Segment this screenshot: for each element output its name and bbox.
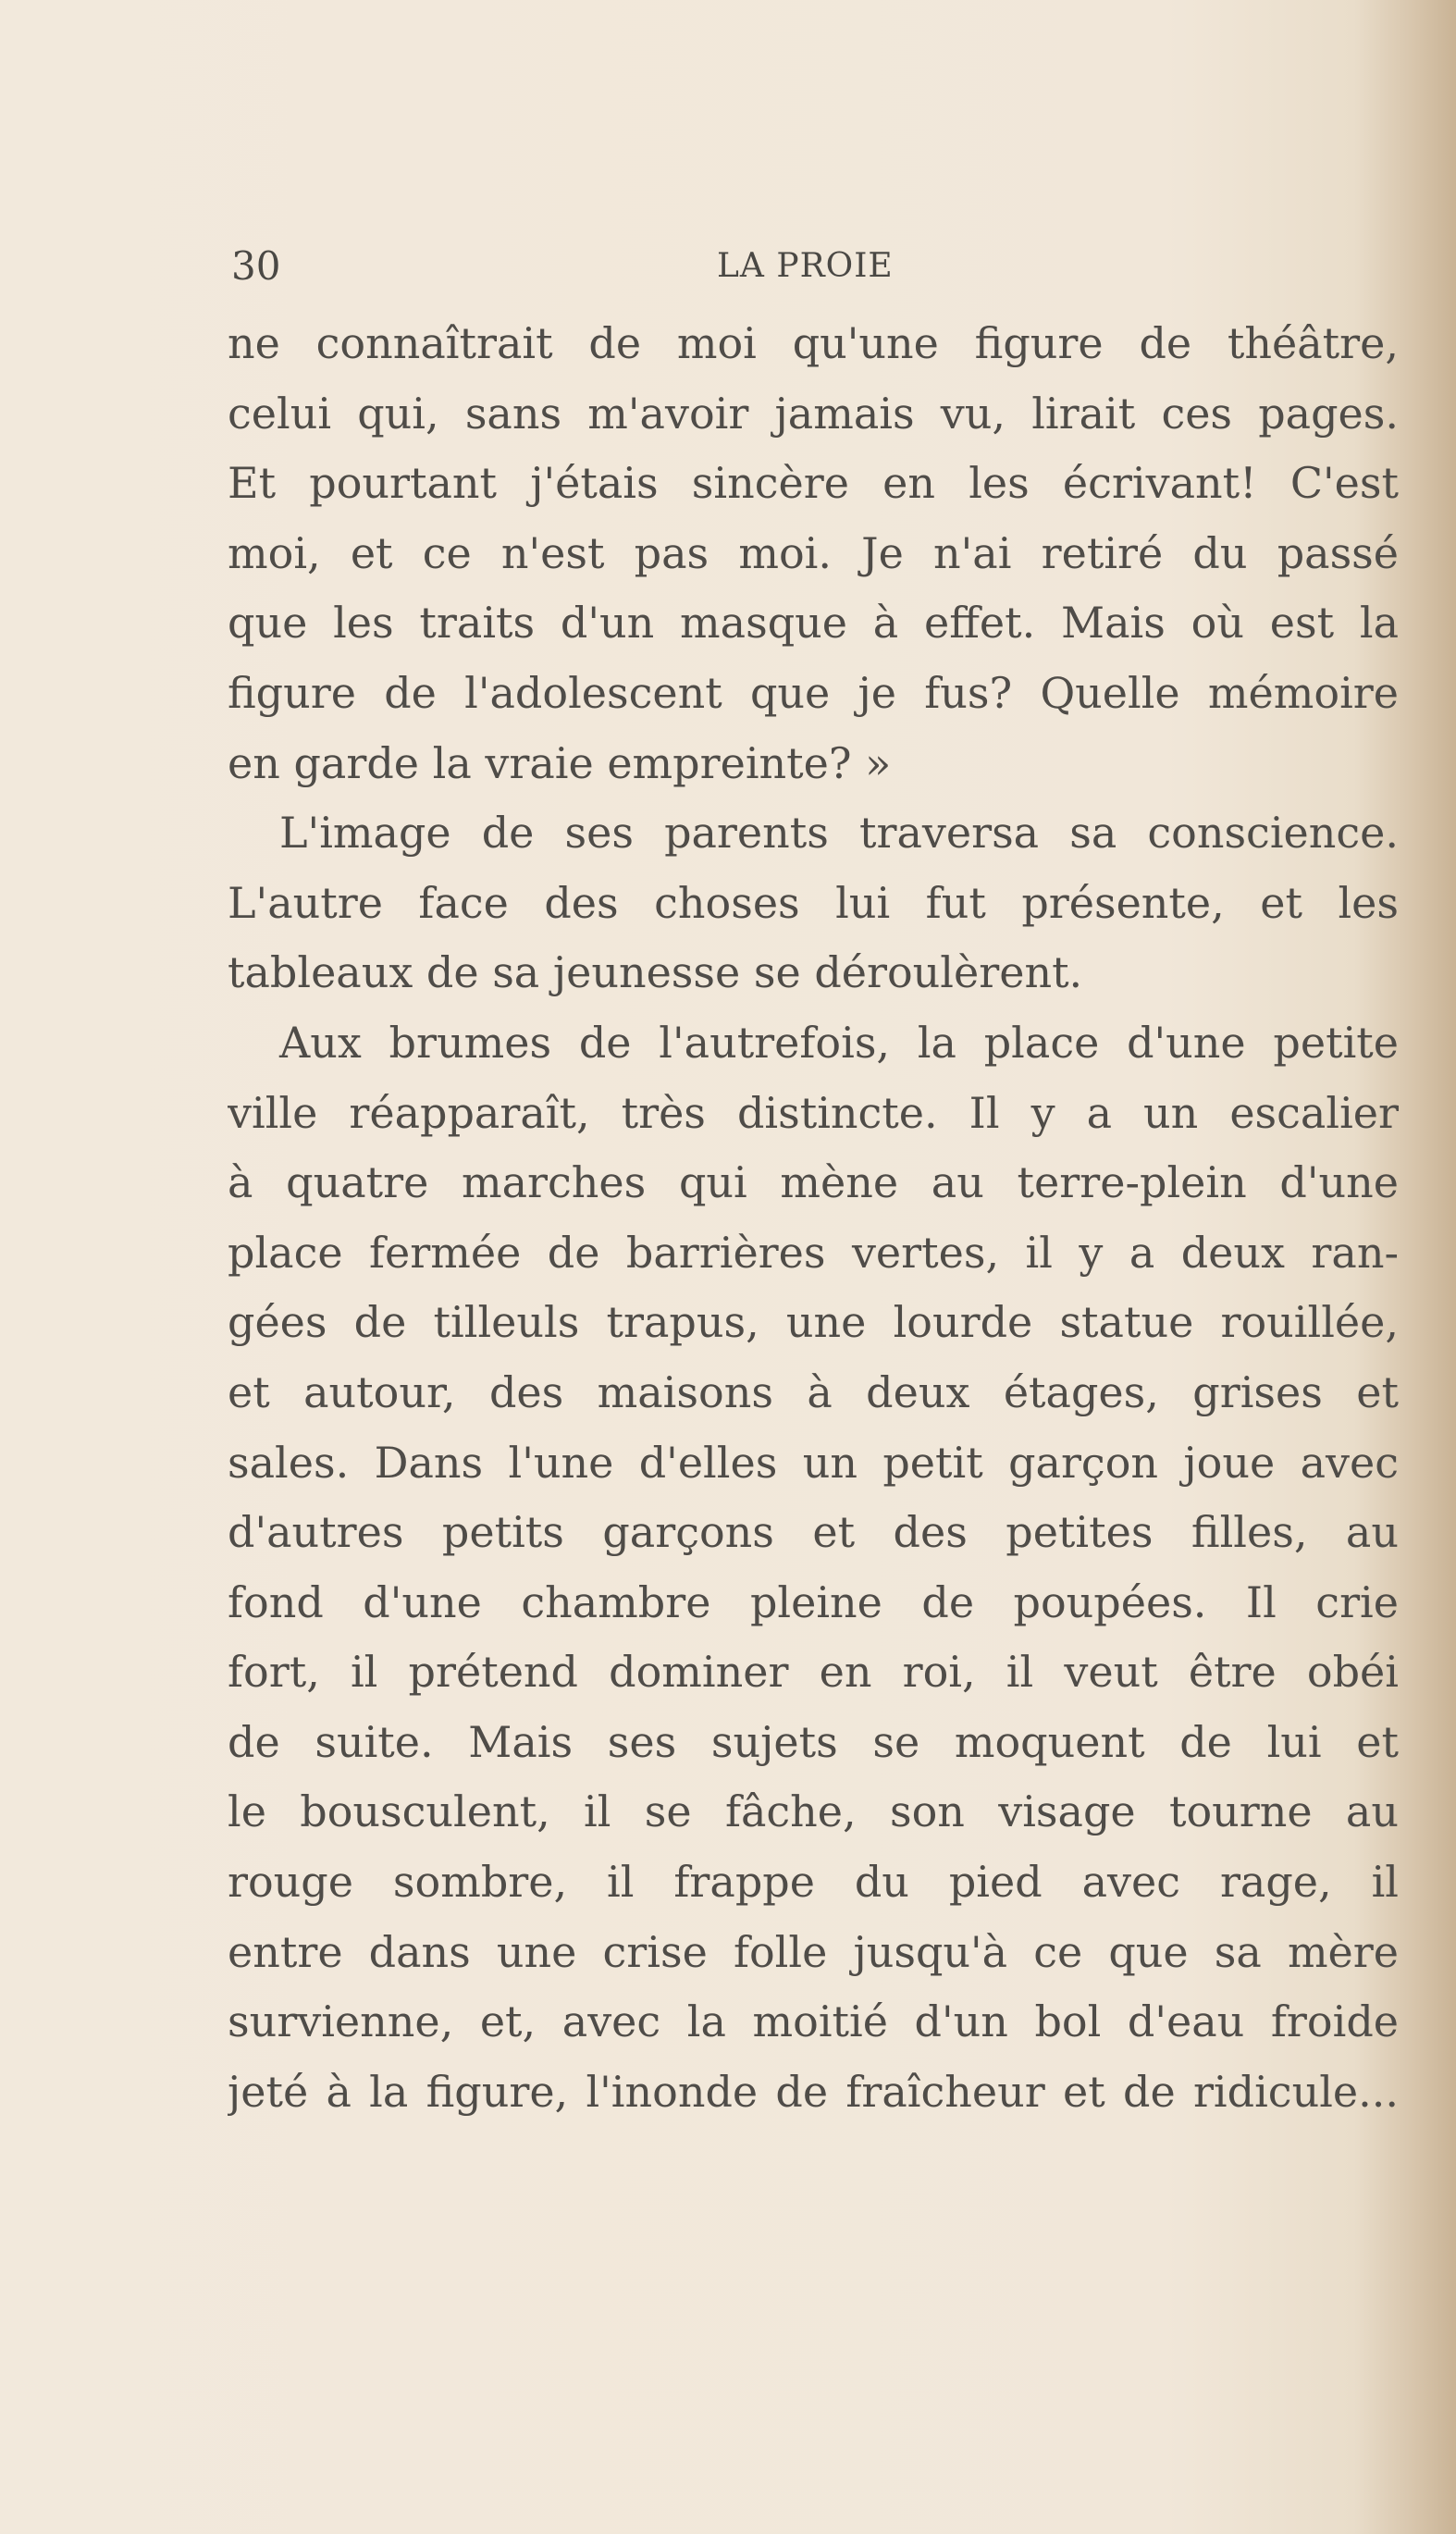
running-title: LA PROIE [717, 247, 894, 285]
text-line: fort, il prétend dominer en roi, il veut être obéi [228, 1647, 1399, 1698]
text-line: L'autre face des choses lui fut présente, et les [228, 877, 1399, 928]
text-line: gées de tilleuls trapus, une lourde statue rouillée, [228, 1297, 1399, 1348]
text-line: ne connaîtrait de moi qu'une figure de théâtre, [228, 318, 1399, 368]
text-line: de suite. Mais ses sujets se moquent de lui et [228, 1716, 1399, 1767]
text-line: rouge sombre, il frappe du pied avec rage, il [228, 1857, 1399, 1908]
text-line: ville réapparaît, très distincte. Il y a un escalier [228, 1087, 1399, 1138]
text-line: et autour, des maisons à deux étages, grises et [228, 1366, 1399, 1417]
text-line: figure de l'adolescent que je fus? Quelle mémoire [228, 667, 1399, 718]
text-line: que les traits d'un masque à effet. Mais où est la [228, 598, 1399, 649]
text-line: Aux brumes de l'autrefois, la place d'une petite [279, 1017, 1399, 1068]
page-header [231, 239, 1399, 294]
text-line: d'autres petits garçons et des petites filles, au [228, 1507, 1399, 1558]
page-number: 30 [231, 243, 281, 289]
text-line: tableaux de sa jeunesse se déroulèrent. [228, 947, 1083, 998]
text-line: sales. Dans l'une d'elles un petit garçon joue avec [228, 1437, 1399, 1488]
text-line: entre dans une crise folle jusqu'à ce que sa mère [228, 1926, 1399, 1977]
text-line: jeté à la figure, l'inonde de fraîcheur et de ridicule... [228, 2066, 1399, 2117]
text-line: celui qui, sans m'avoir jamais vu, lirait ces pages. [228, 388, 1399, 439]
text-line: le bousculent, il se fâche, son visage tourne au [228, 1786, 1399, 1837]
text-line: à quatre marches qui mène au terre-plein d'une [228, 1157, 1399, 1208]
body-text [228, 309, 1399, 2127]
text-line: Et pourtant j'étais sincère en les écrivant! C'est [228, 458, 1399, 509]
text-line: L'image de ses parents traversa sa conscience. [279, 808, 1399, 859]
text-line: en garde la vraie empreinte? » [228, 737, 892, 788]
text-line: fond d'une chambre pleine de poupées. Il crie [228, 1576, 1399, 1627]
text-line: moi, et ce n'est pas moi. Je n'ai retiré du passé [228, 527, 1399, 578]
text-line: survienne, et, avec la moitié d'un bol d'eau froide [228, 1996, 1399, 2047]
text-line: place fermée de barrières vertes, il y a deux ran- [228, 1227, 1399, 1278]
